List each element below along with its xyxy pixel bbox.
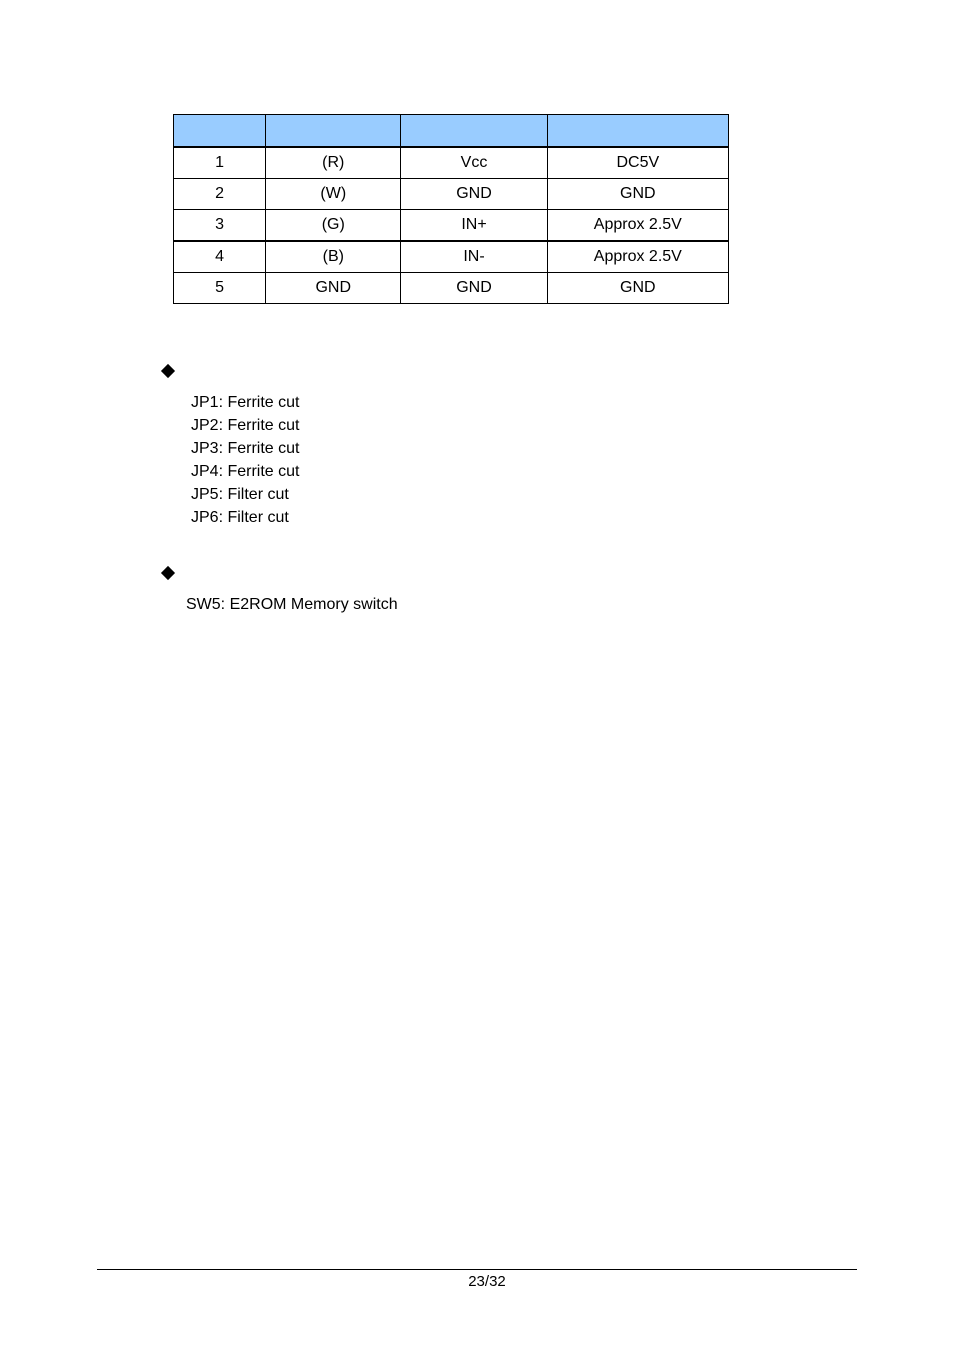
list-item: SW5: E2ROM Memory switch xyxy=(186,596,398,613)
table-cell: 4 xyxy=(174,241,266,273)
table-header-cell xyxy=(401,115,547,148)
table-row xyxy=(174,273,729,304)
table-header-cell xyxy=(266,115,401,148)
table-header-cell xyxy=(174,115,266,148)
table-cell: IN- xyxy=(401,241,547,273)
table-cell: GND xyxy=(266,273,401,304)
table-cell: IN+ xyxy=(401,210,547,242)
list-item: JP2: Ferrite cut xyxy=(191,417,300,434)
table-row xyxy=(174,147,729,179)
table-header-cell xyxy=(547,115,728,148)
table-cell: GND xyxy=(547,179,728,210)
table-cell: DC5V xyxy=(547,147,728,179)
table-cell: 2 xyxy=(174,179,266,210)
table-header-row xyxy=(174,115,729,148)
table-cell: (W) xyxy=(266,179,401,210)
jumper-list xyxy=(191,391,299,529)
table-cell: GND xyxy=(401,179,547,210)
list-item: JP1: Ferrite cut xyxy=(191,394,300,411)
footer-divider xyxy=(97,1269,857,1270)
table-cell: GND xyxy=(401,273,547,304)
table-cell: Approx 2.5V xyxy=(547,210,728,242)
list-item: JP6: Filter cut xyxy=(191,509,289,526)
table-cell: GND xyxy=(547,273,728,304)
table-cell: Vcc xyxy=(401,147,547,179)
list-item: JP5: Filter cut xyxy=(191,486,289,503)
page-number: 23/32 xyxy=(468,1273,506,1290)
diamond-bullet-icon xyxy=(161,566,175,580)
table-cell: 3 xyxy=(174,210,266,242)
table-cell: 5 xyxy=(174,273,266,304)
pin-assignment-table xyxy=(173,114,729,304)
table-cell: (G) xyxy=(266,210,401,242)
table-cell: (R) xyxy=(266,147,401,179)
table-cell: 1 xyxy=(174,147,266,179)
table-row xyxy=(174,179,729,210)
switch-list xyxy=(186,593,398,616)
table-row xyxy=(174,210,729,242)
table-cell: Approx 2.5V xyxy=(547,241,728,273)
list-item: JP3: Ferrite cut xyxy=(191,440,300,457)
diamond-bullet-icon xyxy=(161,364,175,378)
list-item: JP4: Ferrite cut xyxy=(191,463,300,480)
table-row xyxy=(174,241,729,273)
table-cell: (B) xyxy=(266,241,401,273)
